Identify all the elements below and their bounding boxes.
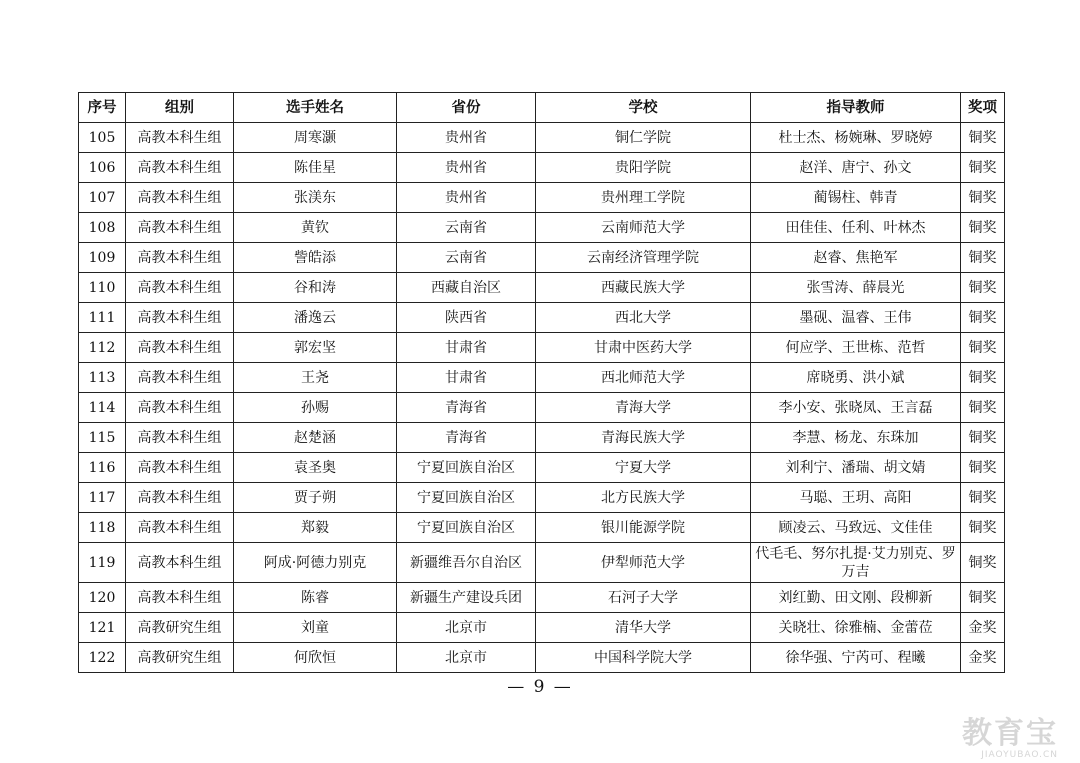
cell-school: 宁夏大学 xyxy=(536,453,751,483)
table-row xyxy=(79,213,1005,243)
award-table-container xyxy=(78,92,1004,673)
cell-province: 云南省 xyxy=(397,213,536,243)
cell-province: 陕西省 xyxy=(397,303,536,333)
cell-group: 高教本科生组 xyxy=(126,423,234,453)
cell-school: 铜仁学院 xyxy=(536,123,751,153)
cell-name: 陈佳星 xyxy=(234,153,397,183)
cell-province: 宁夏回族自治区 xyxy=(397,483,536,513)
table-row xyxy=(79,643,1005,673)
cell-province: 贵州省 xyxy=(397,153,536,183)
cell-province: 西藏自治区 xyxy=(397,273,536,303)
cell-teachers: 赵睿、焦艳军 xyxy=(751,243,961,273)
cell-award: 铜奖 xyxy=(961,423,1005,453)
cell-province: 青海省 xyxy=(397,393,536,423)
cell-province: 青海省 xyxy=(397,423,536,453)
cell-name: 郑毅 xyxy=(234,513,397,543)
cell-school: 云南经济管理学院 xyxy=(536,243,751,273)
table-row xyxy=(79,273,1005,303)
cell-award: 铜奖 xyxy=(961,213,1005,243)
cell-no: 121 xyxy=(79,613,126,643)
cell-school: 石河子大学 xyxy=(536,583,751,613)
cell-school: 贵阳学院 xyxy=(536,153,751,183)
cell-province: 甘肃省 xyxy=(397,333,536,363)
table-row xyxy=(79,543,1005,583)
cell-school: 青海民族大学 xyxy=(536,423,751,453)
cell-name: 贾子朔 xyxy=(234,483,397,513)
cell-group: 高教本科生组 xyxy=(126,243,234,273)
header-province: 省份 xyxy=(397,93,536,123)
cell-award: 铜奖 xyxy=(961,243,1005,273)
cell-no: 122 xyxy=(79,643,126,673)
cell-group: 高教本科生组 xyxy=(126,273,234,303)
table-row xyxy=(79,333,1005,363)
table-row xyxy=(79,303,1005,333)
table-row xyxy=(79,363,1005,393)
cell-award: 铜奖 xyxy=(961,273,1005,303)
cell-award: 铜奖 xyxy=(961,333,1005,363)
cell-school: 西藏民族大学 xyxy=(536,273,751,303)
cell-no: 112 xyxy=(79,333,126,363)
cell-name: 阿成·阿德力别克 xyxy=(234,543,397,583)
header-school: 学校 xyxy=(536,93,751,123)
cell-no: 118 xyxy=(79,513,126,543)
cell-school: 西北师范大学 xyxy=(536,363,751,393)
cell-award: 铜奖 xyxy=(961,153,1005,183)
cell-school: 贵州理工学院 xyxy=(536,183,751,213)
header-group: 组别 xyxy=(126,93,234,123)
cell-teachers: 徐华强、宁芮可、程曦 xyxy=(751,643,961,673)
header-teachers: 指导教师 xyxy=(751,93,961,123)
cell-teachers: 李慧、杨龙、东珠加 xyxy=(751,423,961,453)
cell-group: 高教研究生组 xyxy=(126,643,234,673)
cell-award: 铜奖 xyxy=(961,543,1005,583)
cell-school: 清华大学 xyxy=(536,613,751,643)
cell-teachers: 马聪、王玥、高阳 xyxy=(751,483,961,513)
table-row xyxy=(79,613,1005,643)
cell-no: 114 xyxy=(79,393,126,423)
cell-no: 113 xyxy=(79,363,126,393)
cell-teachers: 田佳佳、任利、叶林杰 xyxy=(751,213,961,243)
cell-group: 高教本科生组 xyxy=(126,183,234,213)
cell-no: 107 xyxy=(79,183,126,213)
cell-award: 铜奖 xyxy=(961,393,1005,423)
cell-province: 云南省 xyxy=(397,243,536,273)
cell-school: 云南师范大学 xyxy=(536,213,751,243)
cell-no: 115 xyxy=(79,423,126,453)
cell-no: 108 xyxy=(79,213,126,243)
cell-province: 贵州省 xyxy=(397,123,536,153)
cell-group: 高教本科生组 xyxy=(126,543,234,583)
cell-group: 高教本科生组 xyxy=(126,213,234,243)
page-number: — 9 — xyxy=(507,677,573,697)
table-row xyxy=(79,183,1005,213)
cell-name: 黄钦 xyxy=(234,213,397,243)
cell-award: 铜奖 xyxy=(961,183,1005,213)
cell-group: 高教本科生组 xyxy=(126,483,234,513)
cell-teachers: 代毛毛、努尔扎提·艾力别克、罗万吉 xyxy=(751,543,961,583)
table-row xyxy=(79,453,1005,483)
header-no: 序号 xyxy=(79,93,126,123)
cell-teachers: 杜士杰、杨婉琳、罗晓婷 xyxy=(751,123,961,153)
cell-award: 铜奖 xyxy=(961,513,1005,543)
cell-province: 北京市 xyxy=(397,643,536,673)
cell-award: 金奖 xyxy=(961,613,1005,643)
cell-teachers: 墨砚、温睿、王伟 xyxy=(751,303,961,333)
cell-name: 王尧 xyxy=(234,363,397,393)
cell-name: 訾皓添 xyxy=(234,243,397,273)
cell-no: 111 xyxy=(79,303,126,333)
header-award: 奖项 xyxy=(961,93,1005,123)
table-row xyxy=(79,123,1005,153)
watermark-logo xyxy=(918,718,1058,760)
cell-award: 金奖 xyxy=(961,643,1005,673)
cell-province: 贵州省 xyxy=(397,183,536,213)
cell-award: 铜奖 xyxy=(961,123,1005,153)
cell-school: 北方民族大学 xyxy=(536,483,751,513)
cell-no: 117 xyxy=(79,483,126,513)
cell-teachers: 顾凌云、马致远、文佳佳 xyxy=(751,513,961,543)
cell-name: 谷和涛 xyxy=(234,273,397,303)
cell-group: 高教本科生组 xyxy=(126,393,234,423)
cell-school: 青海大学 xyxy=(536,393,751,423)
cell-no: 109 xyxy=(79,243,126,273)
cell-no: 106 xyxy=(79,153,126,183)
cell-teachers: 何应学、王世栋、范哲 xyxy=(751,333,961,363)
table-row xyxy=(79,483,1005,513)
cell-teachers: 刘利宁、潘瑞、胡文婧 xyxy=(751,453,961,483)
table-row xyxy=(79,513,1005,543)
cell-award: 铜奖 xyxy=(961,483,1005,513)
cell-group: 高教本科生组 xyxy=(126,153,234,183)
table-row xyxy=(79,153,1005,183)
cell-teachers: 蔺锡柱、韩青 xyxy=(751,183,961,213)
cell-teachers: 张雪涛、薛晨光 xyxy=(751,273,961,303)
header-name: 选手姓名 xyxy=(234,93,397,123)
table-header-row xyxy=(79,93,1005,123)
cell-province: 新疆生产建设兵团 xyxy=(397,583,536,613)
cell-province: 新疆维吾尔自治区 xyxy=(397,543,536,583)
cell-award: 铜奖 xyxy=(961,363,1005,393)
cell-name: 周寒灏 xyxy=(234,123,397,153)
cell-group: 高教本科生组 xyxy=(126,513,234,543)
cell-award: 铜奖 xyxy=(961,583,1005,613)
cell-group: 高教本科生组 xyxy=(126,583,234,613)
cell-school: 甘肃中医药大学 xyxy=(536,333,751,363)
cell-name: 陈睿 xyxy=(234,583,397,613)
cell-name: 何欣恒 xyxy=(234,643,397,673)
cell-teachers: 关晓壮、徐雅楠、金蕾莅 xyxy=(751,613,961,643)
cell-school: 西北大学 xyxy=(536,303,751,333)
cell-school: 银川能源学院 xyxy=(536,513,751,543)
cell-teachers: 赵洋、唐宁、孙文 xyxy=(751,153,961,183)
table-row xyxy=(79,393,1005,423)
cell-no: 105 xyxy=(79,123,126,153)
cell-name: 赵楚涵 xyxy=(234,423,397,453)
cell-group: 高教本科生组 xyxy=(126,123,234,153)
award-table xyxy=(78,92,1005,673)
cell-group: 高教本科生组 xyxy=(126,363,234,393)
cell-name: 袁圣奥 xyxy=(234,453,397,483)
table-row xyxy=(79,243,1005,273)
cell-group: 高教本科生组 xyxy=(126,303,234,333)
cell-name: 刘童 xyxy=(234,613,397,643)
cell-school: 中国科学院大学 xyxy=(536,643,751,673)
cell-group: 高教研究生组 xyxy=(126,613,234,643)
cell-no: 120 xyxy=(79,583,126,613)
watermark-main-text: 教育宝 xyxy=(962,716,1058,751)
cell-province: 宁夏回族自治区 xyxy=(397,513,536,543)
cell-province: 甘肃省 xyxy=(397,363,536,393)
table-body xyxy=(79,123,1005,673)
cell-no: 110 xyxy=(79,273,126,303)
cell-name: 潘逸云 xyxy=(234,303,397,333)
cell-teachers: 席晓勇、洪小斌 xyxy=(751,363,961,393)
table-row xyxy=(79,583,1005,613)
cell-teachers: 李小安、张晓凤、王言磊 xyxy=(751,393,961,423)
cell-group: 高教本科生组 xyxy=(126,333,234,363)
cell-no: 116 xyxy=(79,453,126,483)
cell-name: 郭宏坚 xyxy=(234,333,397,363)
cell-award: 铜奖 xyxy=(961,303,1005,333)
watermark-sub-text: JIAOYUBAO.CN xyxy=(981,750,1058,760)
cell-award: 铜奖 xyxy=(961,453,1005,483)
cell-no: 119 xyxy=(79,543,126,583)
cell-name: 张渼东 xyxy=(234,183,397,213)
cell-school: 伊犁师范大学 xyxy=(536,543,751,583)
cell-province: 宁夏回族自治区 xyxy=(397,453,536,483)
cell-name: 孙赐 xyxy=(234,393,397,423)
table-row xyxy=(79,423,1005,453)
cell-teachers: 刘红勤、田文刚、段柳新 xyxy=(751,583,961,613)
cell-group: 高教本科生组 xyxy=(126,453,234,483)
cell-province: 北京市 xyxy=(397,613,536,643)
